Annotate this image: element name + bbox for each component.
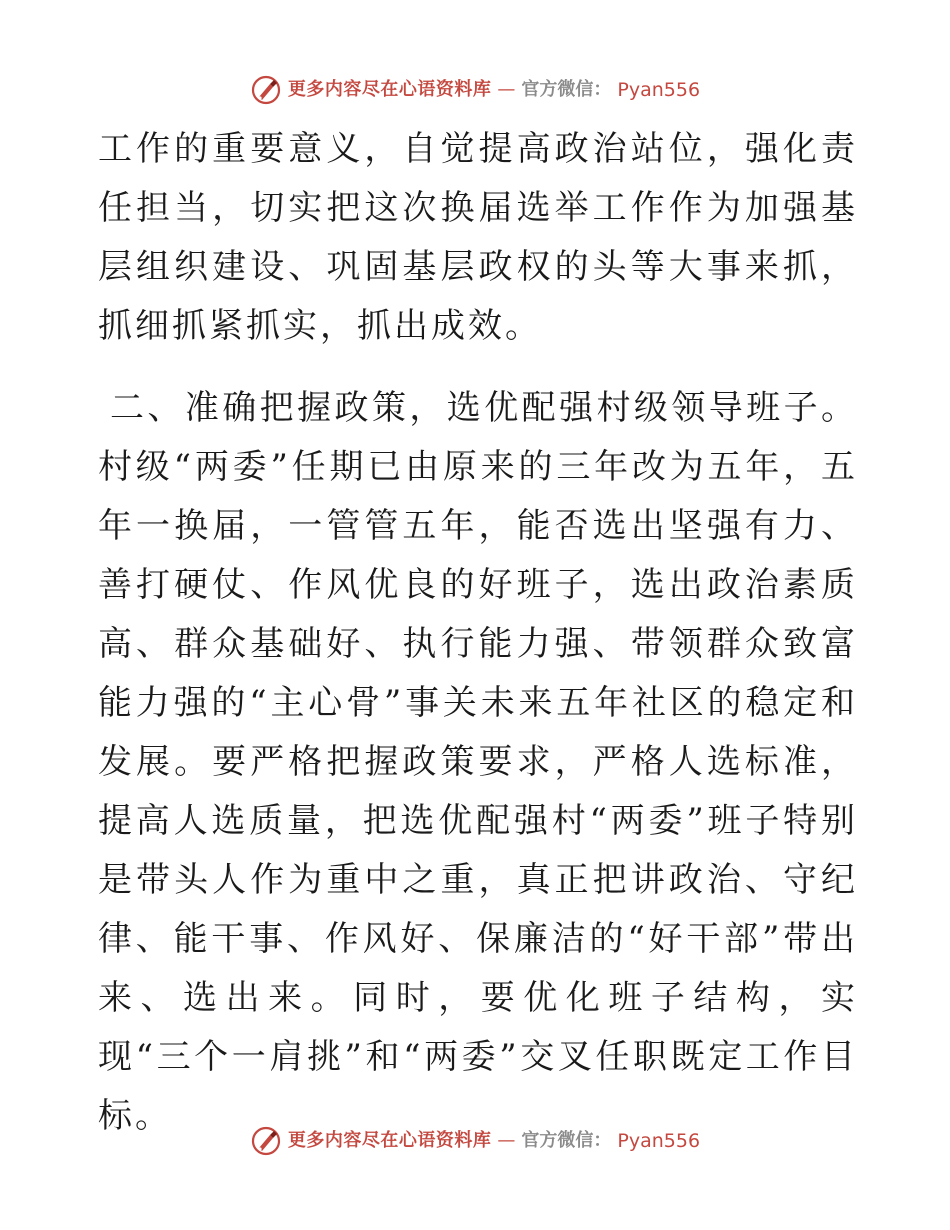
header-watermark bbox=[0, 74, 950, 106]
watermark-dash: — bbox=[497, 1130, 516, 1151]
paragraph-1: 工作的重要意义，自觉提高政治站位，强化责任担当，切实把这次换届选举工作作为加强基层组织建设、巩固基层政权的头等大事来抓，抓细抓紧抓实，抓出成效。 bbox=[98, 129, 858, 346]
watermark-wechat-id: Pyan556 bbox=[617, 1130, 701, 1152]
watermark-wechat-id: Pyan556 bbox=[617, 79, 701, 101]
watermark-main-text: 更多内容尽在心语资料库 bbox=[287, 1130, 492, 1151]
pen-nib-logo-icon bbox=[250, 74, 282, 106]
paragraph-2: 二、准确把握政策，选优配强村级领导班子。村级“两委”任期已由原来的三年改为五年，五年一换届，一管管五年，能否选出坚强有力、善打硬仗、作风优良的好班子，选出政治素质高、群众基础好、执行能力强、带领群众致富能力强的“主心骨”事关未来五年社区的稳定和发展。要严格把握政策要求，严格人选标准，提高人选质量，把选优配强村“两委”班子特别是带头人作为重中之重，真正把讲政治、守纪律、能干事、作风好、保廉洁的“好干部”带出来、选出来。同时，要优化班子结构，实现“三个一肩挑”和“两委”交叉任职既定工作目标。 bbox=[98, 388, 858, 1136]
pen-nib-logo-icon bbox=[250, 1125, 282, 1157]
document-body bbox=[98, 120, 858, 1146]
footer-watermark bbox=[0, 1125, 950, 1157]
watermark-dash: — bbox=[497, 79, 516, 100]
watermark-main-text: 更多内容尽在心语资料库 bbox=[287, 79, 492, 100]
watermark-wechat-label: 官方微信： bbox=[521, 79, 612, 100]
watermark-wechat-label: 官方微信： bbox=[521, 1130, 612, 1151]
